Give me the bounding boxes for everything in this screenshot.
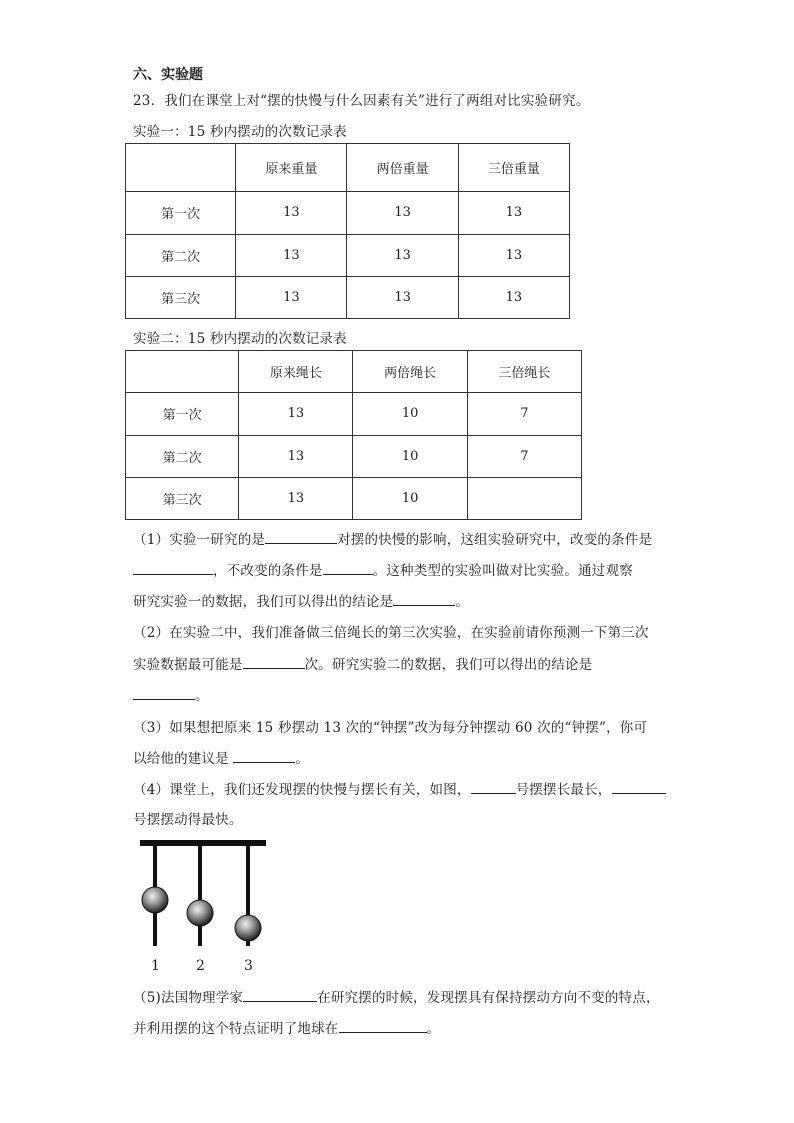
q4-text: （4）课堂上，我们还发现摆的快慢与摆长有关，如图，	[133, 782, 471, 798]
q5-text: 并利用摆的这个特点证明了地球在	[133, 1021, 339, 1037]
table-row	[126, 192, 570, 234]
section-heading: 六、实验题	[133, 67, 203, 83]
table2-header: 两倍绳长	[353, 351, 467, 393]
table1-cell: 13	[347, 276, 458, 318]
q1-text: 。这种类型的实验叫做对比实验。通过观察	[372, 563, 633, 579]
q1-text: 对摆的快慢的影响，这组实验研究中，改变的条件是	[337, 532, 653, 548]
table2-cell: 10	[353, 477, 467, 519]
pendulum-3-bob	[235, 915, 261, 941]
q5-line1	[133, 986, 660, 1006]
table1-cell: 第一次	[126, 192, 236, 234]
q2-line3	[133, 684, 209, 704]
table2-header: 三倍绳长	[467, 351, 581, 393]
answer-blank[interactable]	[243, 654, 305, 669]
table1-cell: 13	[458, 192, 569, 234]
table2-cell: 13	[239, 393, 353, 435]
q3-line2	[133, 747, 309, 767]
table1-cell: 13	[458, 234, 569, 276]
table1-cell: 13	[236, 276, 347, 318]
table-row	[126, 477, 582, 519]
q3-line1: （3）如果想把原来 15 秒摆动 13 次的“钟摆”改为每分钟摆动 60 次的“钟摆”，你可	[133, 720, 648, 736]
answer-blank[interactable]	[339, 1018, 427, 1033]
table1-cell: 13	[236, 192, 347, 234]
table1	[125, 143, 570, 319]
pendulum-label-2: 2	[196, 958, 205, 974]
pendulum-2-bob	[187, 900, 213, 926]
table2-cell: 10	[353, 393, 467, 435]
table2	[125, 350, 582, 520]
table1-cell: 13	[236, 234, 347, 276]
answer-blank[interactable]	[233, 748, 295, 763]
q3-text: 以给他的建议是	[133, 751, 229, 767]
table1-header: 三倍重量	[458, 144, 569, 192]
pendulum-label-3: 3	[244, 958, 253, 974]
q2-line1: （2）在实验二中，我们准备做三倍绳长的第三次实验，在实验前请你预测一下第三次	[133, 625, 649, 641]
pendulum-2	[187, 846, 213, 946]
answer-blank[interactable]	[471, 779, 516, 794]
answer-blank[interactable]	[133, 685, 195, 700]
pendulum-label-1: 1	[151, 958, 160, 974]
q1-line1	[133, 528, 652, 548]
table2-caption: 实验二：15 秒内摆动的次数记录表	[133, 331, 347, 347]
q2-text: 。	[195, 688, 209, 704]
pendulum-1-bob	[142, 887, 168, 913]
table2-cell: 10	[353, 435, 467, 477]
table1-header: 两倍重量	[347, 144, 458, 192]
pendulum-3	[235, 846, 261, 946]
table2-header-empty	[126, 351, 239, 393]
q3-text: 。	[295, 751, 310, 767]
answer-blank[interactable]	[323, 560, 373, 575]
table1-cell: 13	[347, 234, 458, 276]
q5-text: 。	[426, 1021, 441, 1037]
table2-cell: 第二次	[126, 435, 239, 477]
answer-blank[interactable]	[612, 779, 666, 794]
table2-cell: 13	[239, 435, 353, 477]
table1-header-empty	[126, 144, 236, 192]
q2-text: 次。研究实验二的数据，我们可以得出的结论是	[304, 657, 593, 673]
question-intro: 23．我们在课堂上对“摆的快慢与什么因素有关”进行了两组对比实验研究。	[133, 93, 590, 109]
q2-text: 实验数据最可能是	[133, 657, 243, 673]
q5-text: 在研究摆的时候，发现摆具有保持摆动方向不变的特点，	[317, 990, 660, 1006]
answer-blank[interactable]	[393, 591, 455, 606]
q4-text: 号摆摆长最长，	[515, 782, 612, 798]
q1-text: 。	[455, 594, 470, 610]
table2-cell: 第三次	[126, 477, 239, 519]
answer-blank[interactable]	[133, 560, 213, 575]
q2-line2	[133, 653, 592, 673]
table1-cell: 第二次	[126, 234, 236, 276]
q4-line1	[133, 778, 666, 798]
table1-cell: 13	[347, 192, 458, 234]
pendulum-1	[142, 846, 168, 946]
table1-cell: 第三次	[126, 276, 236, 318]
table-row	[126, 393, 582, 435]
q5-text: （5)法国物理学家	[133, 990, 244, 1006]
table2-header: 原来绳长	[239, 351, 353, 393]
table2-cell: 7	[467, 435, 581, 477]
q1-text: （1）实验一研究的是	[133, 532, 266, 548]
q1-line3	[133, 590, 469, 610]
q1-text: 研究实验一的数据，我们可以得出的结论是	[133, 594, 394, 610]
table-row	[126, 276, 570, 318]
table1-caption: 实验一：15 秒内摆动的次数记录表	[133, 124, 347, 140]
q1-text: ，不改变的条件是	[213, 563, 323, 579]
table2-cell: 7	[467, 393, 581, 435]
table2-cell	[467, 477, 581, 519]
table1-header: 原来重量	[236, 144, 347, 192]
q5-line2	[133, 1017, 440, 1037]
table1-cell: 13	[458, 276, 569, 318]
answer-blank[interactable]	[243, 987, 317, 1002]
table-row	[126, 435, 582, 477]
table2-cell: 第一次	[126, 393, 239, 435]
q4-line2: 号摆摆动得最快。	[133, 812, 243, 828]
table-row	[126, 234, 570, 276]
pendulum-2-string	[198, 846, 202, 946]
table2-cell: 13	[239, 477, 353, 519]
q1-line2	[133, 559, 633, 579]
support-bar	[140, 840, 266, 846]
pendulum-figure	[130, 836, 280, 961]
answer-blank[interactable]	[265, 529, 337, 544]
